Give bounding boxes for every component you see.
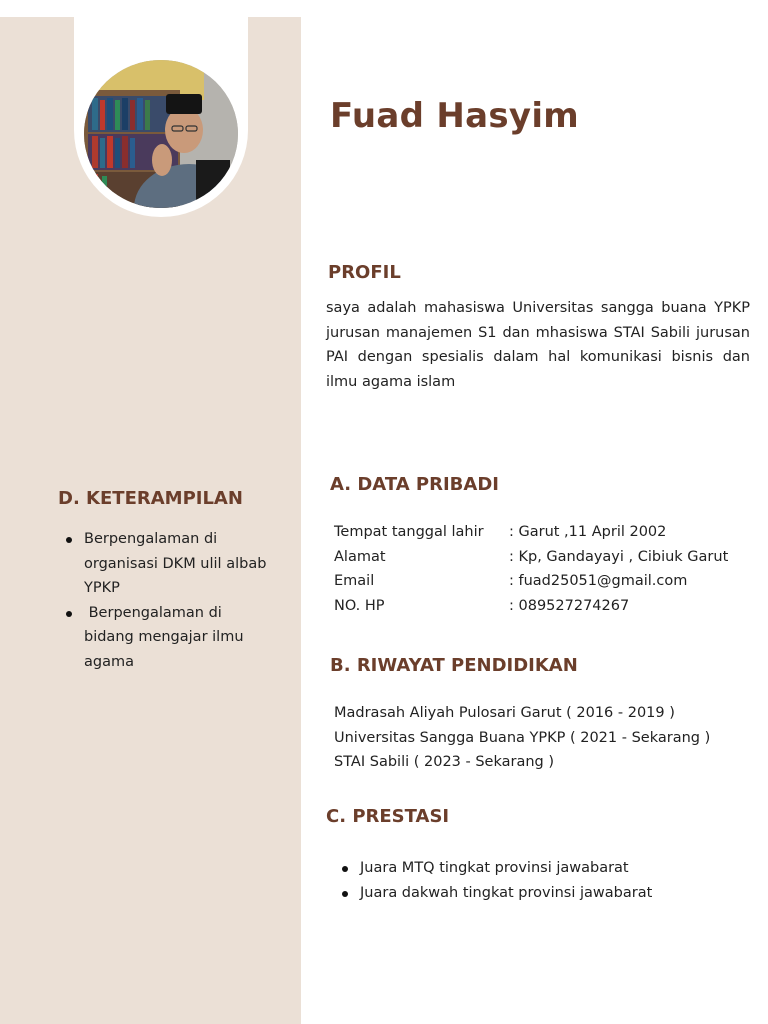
prestasi-heading: C. PRESTASI [326,806,450,827]
keterampilan-heading: D. KETERAMPILAN [58,488,243,509]
data-label: Email [334,573,375,589]
keterampilan-item: Berpengalaman di bidang mengajar ilmu agama [84,604,249,670]
prestasi-list [334,856,754,905]
list-item [58,601,273,675]
data-row [334,549,728,574]
bullet-icon [342,866,348,872]
prestasi-item: Juara dakwah tingkat provinsi jawabarat [360,884,653,901]
data-value: : Garut ,11 April 2002 [509,524,667,540]
data-row [334,524,728,549]
data-value: : Kp, Gandayayi , Cibiuk Garut [509,548,729,565]
data-row [334,598,728,623]
pendidikan-item: Universitas Sangga Buana YPKP ( 2021 - Sekarang ) [334,729,711,746]
bullet-icon [342,891,348,897]
data-label: NO. HP [334,597,385,614]
person-name: Fuad Hasyim [330,96,580,136]
top-margin [0,0,768,17]
portrait-photo-icon [84,60,238,208]
data-pribadi-table [334,524,728,622]
data-label: Alamat [334,548,386,565]
data-value: : 089527274267 [509,597,630,614]
data-value: : fuad25051@gmail.com [509,573,688,589]
bullet-icon [66,611,72,617]
pendidikan-list [334,701,710,775]
profil-heading: PROFIL [328,262,401,283]
keterampilan-list [58,527,273,674]
portrait-photo [84,60,238,208]
keterampilan-item: Berpengalaman di organisasi DKM ulil albab YPKP [84,531,267,596]
prestasi-item: Juara MTQ tingkat provinsi jawabarat [360,860,629,876]
pendidikan-heading: B. RIWAYAT PENDIDIKAN [330,655,578,676]
data-pribadi-heading: A. DATA PRIBADI [330,474,499,495]
list-item [334,856,754,881]
profil-text: saya adalah mahasiswa Universitas sangga buana YPKP jurusan manajemen S1 dan mhasiswa STAI Sabili jurusan PAI dengan spesialis dalam hal komunikasi bisnis dan ilmu agama islam [326,300,750,390]
list-item [334,881,754,906]
data-label: Tempat tanggal lahir [334,524,484,540]
bullet-icon [66,537,72,543]
list-item [58,527,273,601]
data-row [334,573,728,598]
pendidikan-item: Madrasah Aliyah Pulosari Garut ( 2016 - 2019 ) [334,705,675,721]
pendidikan-item: STAI Sabili ( 2023 - Sekarang ) [334,754,555,770]
